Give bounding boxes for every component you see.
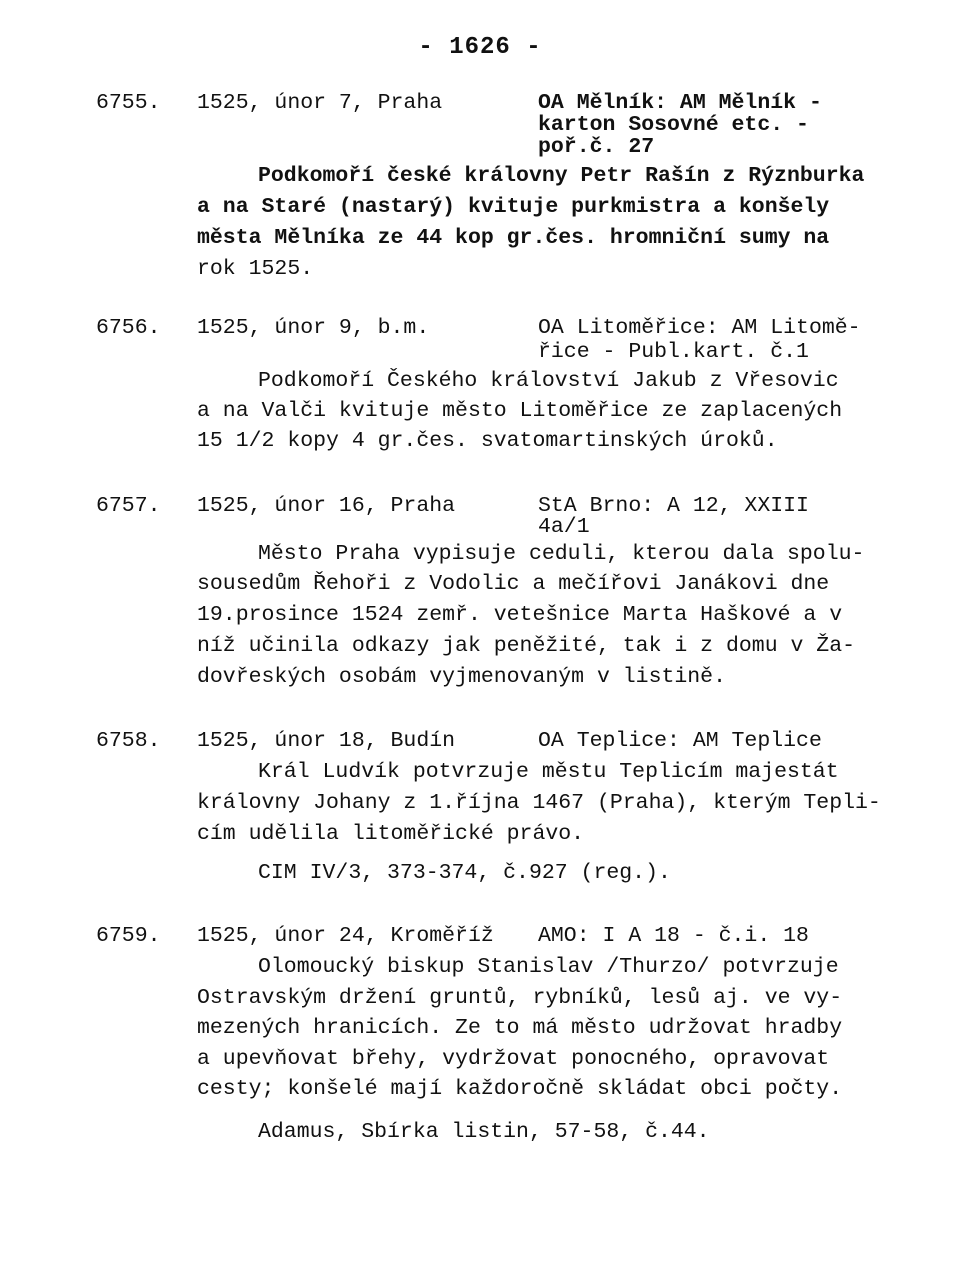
entry-text-line: Olomoucký biskup Stanislav /Thurzo/ potvrzuje	[258, 955, 839, 979]
entry-source-line: OA Mělník: AM Mělník -	[538, 91, 822, 115]
entry-source-line: poř.č. 27	[538, 135, 655, 159]
entry-text-line: mezených hranicích. Ze to má město udržovat hradby	[197, 1016, 843, 1040]
entry-text-line: níž učinila odkazy jak peněžité, tak i z domu v Ža-	[197, 634, 856, 658]
entry-text-line: Ostravským držení gruntů, rybníků, lesů aj. ve vy-	[197, 986, 843, 1010]
entry-date: 1525, únor 16, Praha	[197, 494, 456, 518]
entry-citation: Adamus, Sbírka listin, 57-58, č.44.	[258, 1120, 710, 1144]
entry-source-line: karton Sosovné etc. -	[538, 113, 809, 137]
entry-text-line: a upevňovat břehy, vydržovat ponocného, opravovat	[197, 1047, 830, 1071]
entry-date: 1525, únor 24, Kroměříž	[197, 924, 494, 948]
entry-number: 6756.	[96, 316, 161, 340]
entry-source-line: StA Brno: A 12, XXIII	[538, 494, 809, 518]
entry-text-line: 19.prosince 1524 zemř. vetešnice Marta Haškové a v	[197, 603, 843, 627]
entry-citation: CIM IV/3, 373-374, č.927 (reg.).	[258, 861, 671, 885]
entry-text-line: Král Ludvík potvrzuje městu Teplicím majestát	[258, 760, 839, 784]
entry-number: 6755.	[96, 91, 161, 115]
entry-text-line: Město Praha vypisuje ceduli, kterou dala spolu-	[258, 542, 865, 566]
entry-text-line: Podkomoří české královny Petr Rašín z Rýznburka	[258, 164, 865, 188]
entry-text-line: sousedům Řehoři z Vodolic a mečířovi Janákovi dne	[197, 572, 830, 596]
entry-source-line: AMO: I A 18 - č.i. 18	[538, 924, 809, 948]
entry-text-line: města Mělníka ze 44 kop gr.čes. hromniční sumy na	[197, 226, 830, 250]
entry-text-line: Podkomoří Českého království Jakub z Vřesovic	[258, 369, 839, 393]
entry-date: 1525, únor 18, Budín	[197, 729, 456, 753]
entry-number: 6758.	[96, 729, 161, 753]
entry-text-line: 15 1/2 kopy 4 gr.čes. svatomartinských úroků.	[197, 429, 778, 453]
entry-number: 6759.	[96, 924, 161, 948]
entry-text-line: rok 1525.	[197, 257, 314, 281]
entry-date: 1525, únor 9, b.m.	[197, 316, 430, 340]
entry-source-line: OA Teplice: AM Teplice	[538, 729, 822, 753]
entry-date: 1525, únor 7, Praha	[197, 91, 443, 115]
entry-number: 6757.	[96, 494, 161, 518]
entry-source-line: OA Litoměřice: AM Litomě-	[538, 316, 861, 340]
page-number: - 1626 -	[418, 34, 542, 61]
entry-text-line: cím udělila litoměřické právo.	[197, 822, 585, 846]
entry-text-line: a na Staré (nastarý) kvituje purkmistra a konšely	[197, 195, 830, 219]
entry-text-line: dovřeských osobám vyjmenovaným v listině.	[197, 665, 726, 689]
entry-text-line: a na Valči kvituje město Litoměřice ze zaplacených	[197, 399, 843, 423]
entry-text-line: královny Johany z 1.října 1467 (Praha), kterým Tepli-	[197, 791, 881, 815]
entry-text-line: cesty; konšelé mají každoročně skládat obci počty.	[197, 1077, 843, 1101]
entry-source-line: 4a/1	[538, 515, 590, 539]
entry-source-line: řice - Publ.kart. č.1	[538, 340, 809, 364]
